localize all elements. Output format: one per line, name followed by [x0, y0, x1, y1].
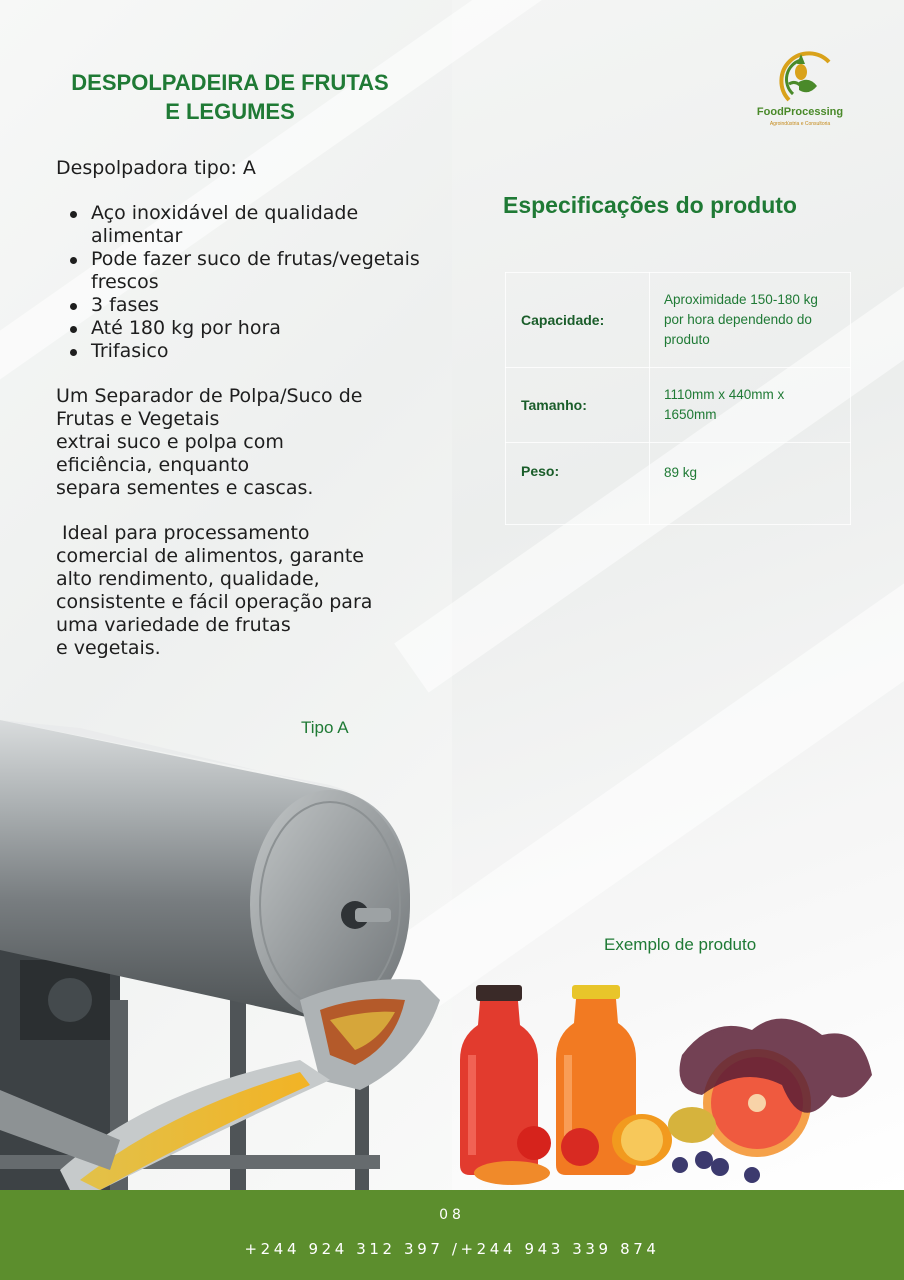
- paragraph-line: extrai suco e polpa com: [56, 431, 284, 453]
- contact-phones: +244 924 312 397 /+244 943 339 874: [244, 1240, 660, 1258]
- page-footer: [0, 1190, 904, 1280]
- logo-mark-icon: [745, 42, 855, 106]
- spec-value: 1110mm x 440mm x 1650mm: [650, 368, 851, 443]
- product-example-caption: Exemplo de produto: [604, 935, 757, 954]
- spec-row: [506, 273, 851, 368]
- pulper-machine-image: [0, 700, 452, 1190]
- feature-item: Pode fazer suco de frutas/vegetais frescos: [60, 248, 430, 294]
- spec-value: 89 kg: [650, 443, 851, 525]
- spec-label: Capacidade:: [506, 273, 650, 368]
- paragraph-line: alto rendimento, qualidade,: [56, 568, 320, 590]
- machine-caption: Tipo A: [301, 718, 349, 737]
- specifications-table: [505, 272, 851, 525]
- feature-item: Aço inoxidável de qualidade alimentar: [60, 202, 430, 248]
- company-logo: [745, 42, 855, 132]
- spec-row: [506, 443, 851, 525]
- paragraph-line: Ideal para processamento: [56, 522, 310, 544]
- page-number: 08: [439, 1207, 465, 1223]
- title-line: DESPOLPADEIRA DE FRUTAS: [71, 70, 389, 95]
- description-paragraph-2: [56, 522, 426, 660]
- logo-name: FoodProcessing: [756, 106, 844, 118]
- page-title: [50, 68, 410, 126]
- paragraph-line: Um Separador de Polpa/Suco de Frutas e Vegetais: [56, 385, 363, 430]
- paragraph-line: uma variedade de frutas: [56, 614, 291, 636]
- paragraph-line: comercial de alimentos, garante: [56, 545, 364, 567]
- spec-row: [506, 368, 851, 443]
- spec-label: Tamanho:: [506, 368, 650, 443]
- feature-item: 3 fases: [60, 294, 430, 317]
- specifications-heading: Especificações do produto: [503, 192, 797, 218]
- feature-item: Trifasico: [60, 340, 430, 363]
- logo-tagline: Agroindústria e Consultoria: [769, 121, 831, 127]
- product-subtype: Despolpadora tipo: A: [56, 157, 256, 179]
- feature-item: Até 180 kg por hora: [60, 317, 430, 340]
- feature-list: [60, 202, 430, 363]
- title-line: E LEGUMES: [165, 99, 295, 124]
- paragraph-line: consistente e fácil operação para: [56, 591, 373, 613]
- spec-value: Aproximidade 150-180 kg por hora dependendo do produto: [650, 273, 851, 368]
- description-paragraph-1: [56, 385, 426, 500]
- juice-bottles-image: [452, 975, 904, 1190]
- paragraph-line: eficiência, enquanto: [56, 454, 250, 476]
- spec-label: Peso:: [506, 443, 650, 525]
- paragraph-line: separa sementes e cascas.: [56, 477, 314, 499]
- paragraph-line: e vegetais.: [56, 637, 161, 659]
